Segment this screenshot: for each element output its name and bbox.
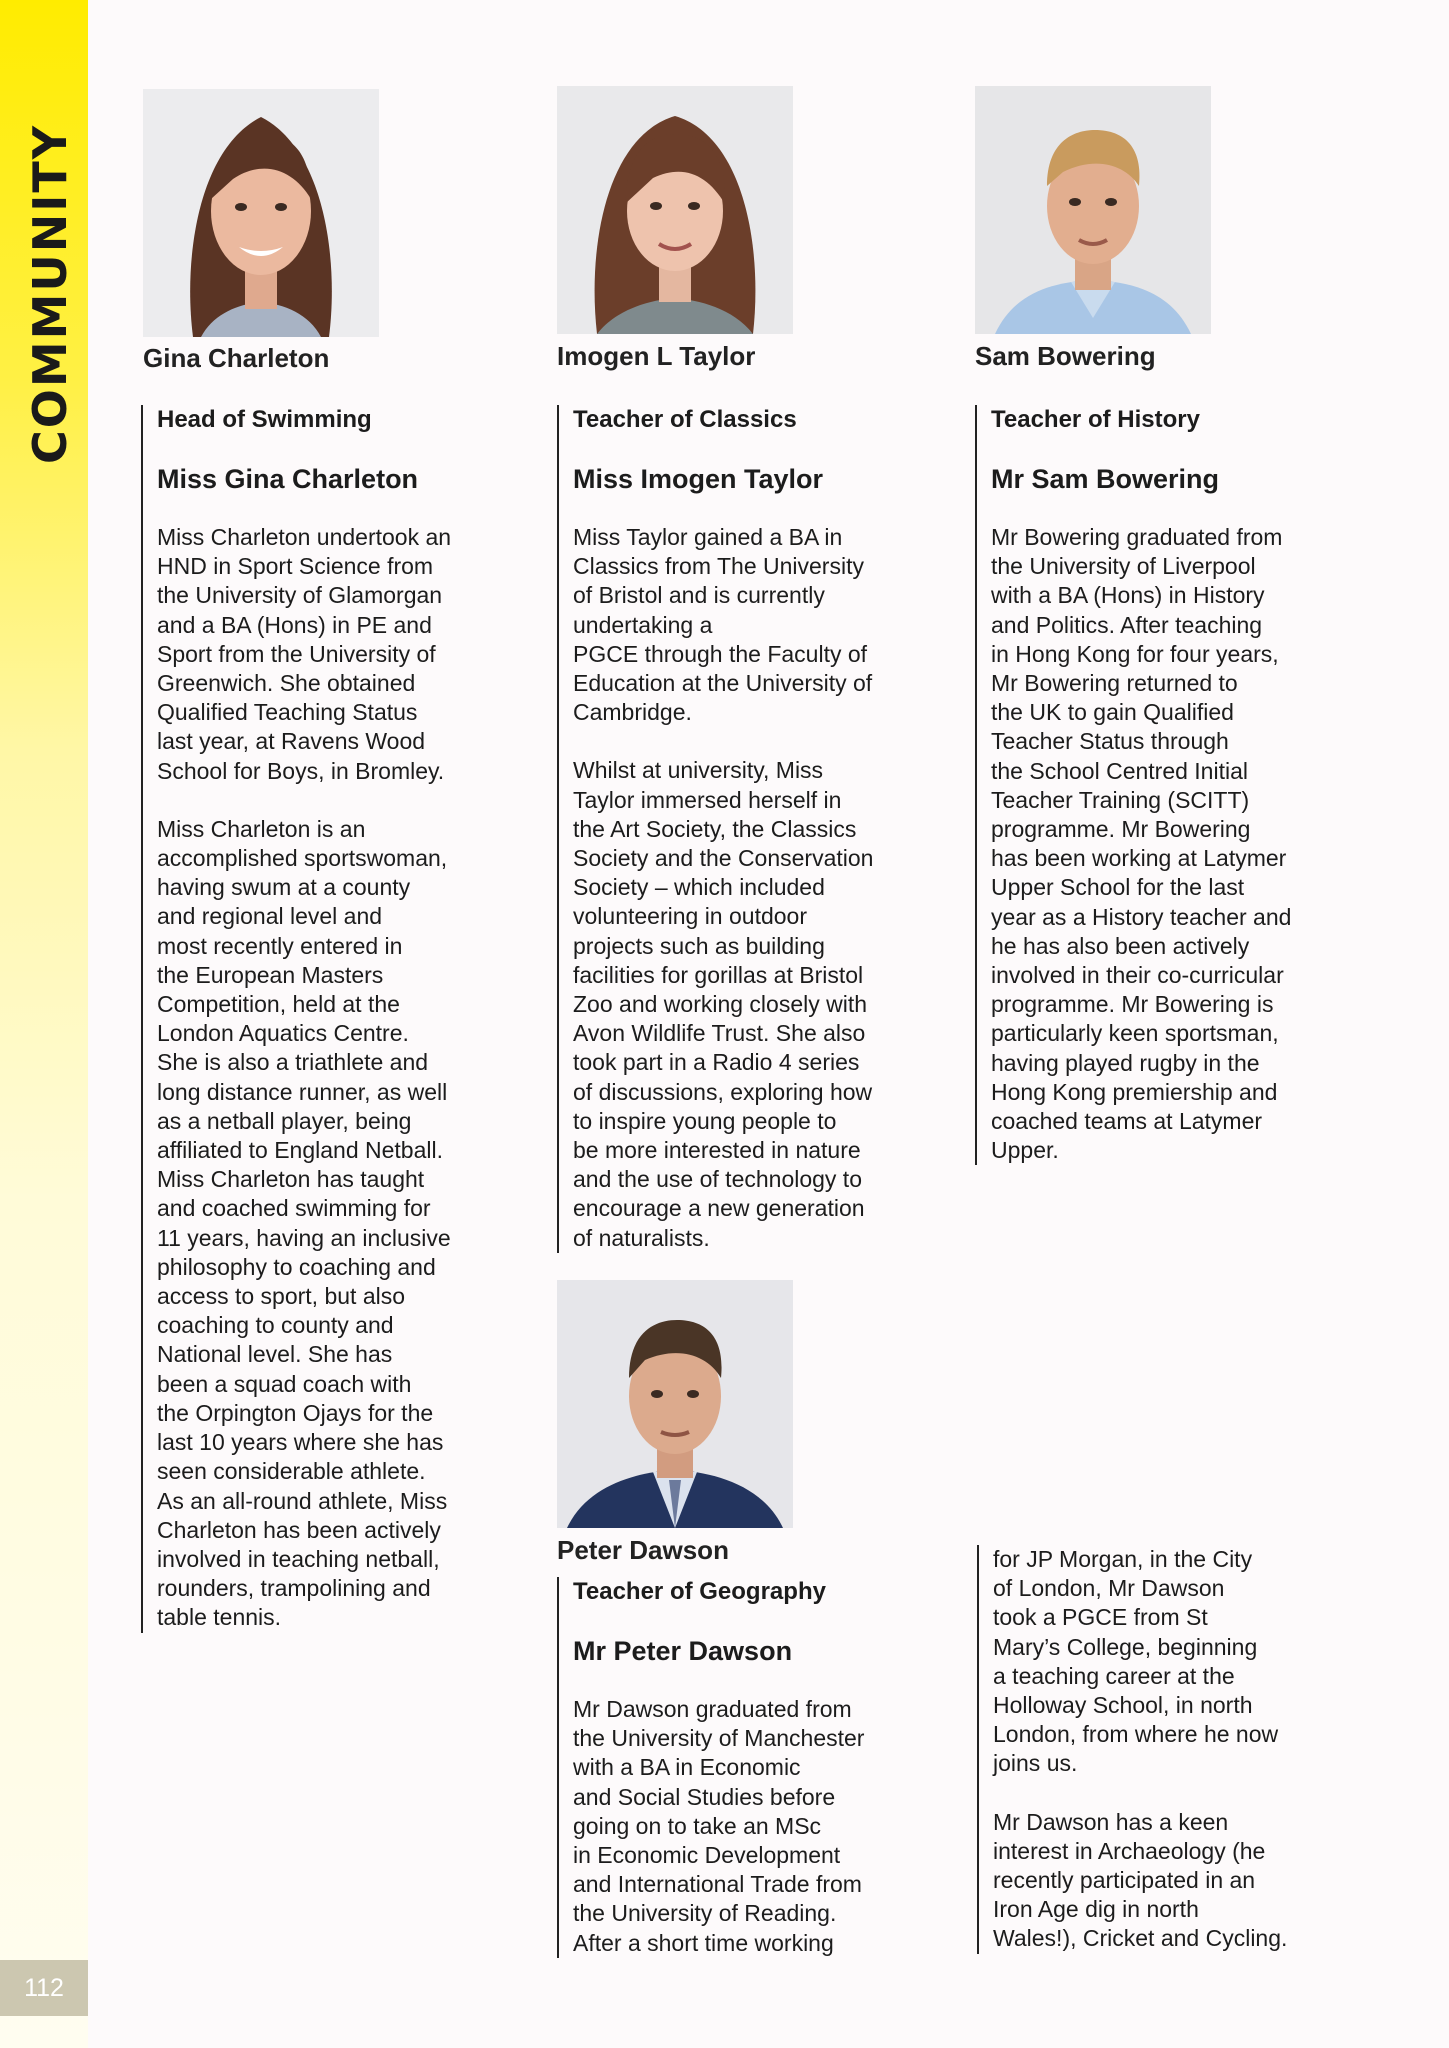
- bio-imogen-taylor: [557, 405, 913, 1253]
- bio-paragraph: Whilst at university, Miss Taylor immersed herself in the Art Society, the Classics Society and the Conservation Society – which included volunteering in outdoor projects such as building facilities for gorillas at Bristol Zoo and working closely with Avon Wildlife Trust. She also took part in a Radio 4 series of discussions, exploring how to inspire young people to be more interested in nature and the use of technology to encourage a new generation of naturalists.: [573, 757, 874, 1251]
- portrait-sam-bowering: [975, 86, 1211, 334]
- job-title: Teacher of Classics: [573, 406, 797, 433]
- bio-gina-charleton: [141, 405, 497, 1633]
- staff-name: Miss Imogen Taylor: [573, 464, 824, 494]
- portrait-gina-charleton: [143, 89, 379, 337]
- section-label: COMMUNITY: [23, 123, 77, 464]
- bio-paragraph: Miss Taylor gained a BA in Classics from The University of Bristol and is currently undertaking a PGCE through the Faculty of Education at the University of Cambridge.: [573, 524, 873, 726]
- bio-paragraph: Mr Dawson has a keen interest in Archaeology (he recently participated in an Iron Age dig in north Wales!), Cricket and Cycling.: [993, 1808, 1288, 1952]
- staff-name: Mr Sam Bowering: [991, 464, 1220, 494]
- bio-sam-bowering: [975, 405, 1331, 1165]
- bio-paragraph: Miss Charleton is an accomplished sportswoman, having swum at a county and regional level and most recently entered in the European Masters Competition, held at the London Aquatics Centre. She is also a triathlete and long distance runner, as well as a netball player, being affiliated to England Netball. Miss Charleton has taught and coached swimming for 11 years, having an inclusive philosophy to coaching and access to sport, but also coaching to county and National level. She has been a squad coach with the Orpington Ojays for the last 10 years where she has seen considerable athlete. As an all-round athlete, Miss Charleton has been actively involved in teaching netball, rounders, trampolining and table tennis.: [157, 815, 451, 1631]
- bio-peter-dawson-continued: [977, 1545, 1333, 1954]
- bio-paragraph: Mr Bowering graduated from the University of Liverpool with a BA (Hons) in History and Politics. After teaching in Hong Kong for four years, Mr Bowering returned to the UK to gain Qualified Teacher Status through the School Centred Initial Teacher Training (SCITT) programme. Mr Bowering has been working at Latymer Upper School for the last year as a History teacher and he has also been actively involved in their co-curricular programme. Mr Bowering is particularly keen sportsman, having played rugby in the Hong Kong premiership and coached teams at Latymer Upper.: [991, 524, 1292, 1164]
- bio-paragraph: Miss Charleton undertook an HND in Sport Science from the University of Glamorgan and a BA (Hons) in PE and Sport from the University of Greenwich. She obtained Qualified Teaching Status last year, at Ravens Wood School for Boys, in Bromley.: [157, 524, 452, 784]
- job-title: Teacher of Geography: [573, 1578, 826, 1605]
- page-number: 112: [0, 1960, 88, 2016]
- bio-peter-dawson: [557, 1577, 913, 1958]
- bio-paragraph: Mr Dawson graduated from the University of Manchester with a BA in Economic and Social Studies before going on to take an MSc in Economic Development and International Trade from the University of Reading. After a short time working: [573, 1696, 865, 1956]
- staff-name: Miss Gina Charleton: [157, 464, 419, 494]
- portrait-imogen-taylor: [557, 86, 793, 334]
- photo-caption: Imogen L Taylor: [557, 341, 756, 371]
- job-title: Teacher of History: [991, 406, 1200, 433]
- portrait-peter-dawson: [557, 1280, 793, 1528]
- bio-paragraph: for JP Morgan, in the City of London, Mr Dawson took a PGCE from St Mary’s College, beginning a teaching career at the Holloway School, in north London, from where he now joins us.: [993, 1546, 1279, 1777]
- staff-name: Mr Peter Dawson: [573, 1636, 793, 1666]
- job-title: Head of Swimming: [157, 406, 372, 433]
- photo-caption: Sam Bowering: [975, 341, 1156, 371]
- photo-caption: Peter Dawson: [557, 1535, 729, 1565]
- photo-caption: Gina Charleton: [143, 343, 330, 373]
